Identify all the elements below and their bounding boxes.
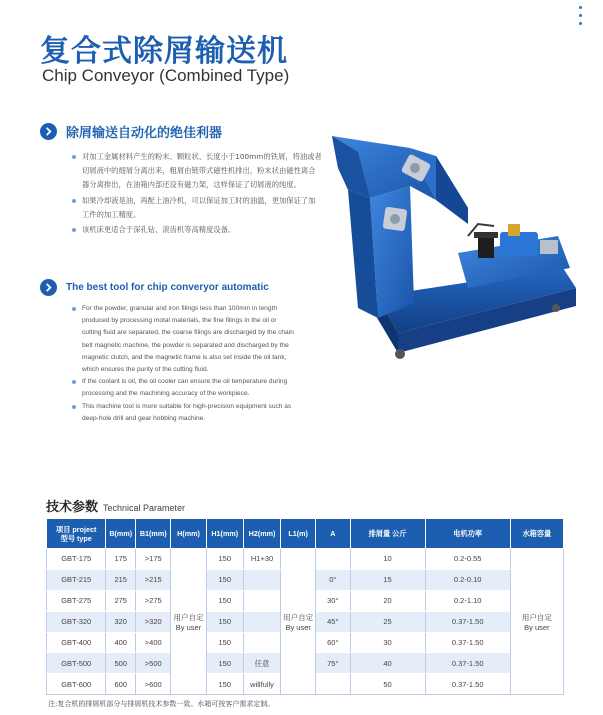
page-subtitle: Chip Conveyor (Combined Type) (42, 66, 290, 85)
page-title: 复合式除屑输送机 (40, 34, 288, 69)
section-heading-cn (40, 122, 222, 141)
tech-title-cn: 技术参数 (46, 500, 99, 515)
cell-b1: >275 (136, 590, 171, 611)
list-item: 对加工金属材料产生的粉末、颗粒状、长度小于100mm的铁屑，将油或者切屑液中的细屑分离出来，粗屑由链带式磁性机排出，粉末状由磁性离合器分离排出，在油箱内部还设有磁力架，这样保证了切屑液的纯度。 (72, 150, 322, 193)
table-footnote: 注:复合机的排屑机部分与排屑机技术参数一致。水箱可按客户需求定制。 (48, 700, 275, 708)
corner-decoration (579, 6, 583, 30)
cell-discharge: 15 (350, 569, 425, 590)
tech-section-title (46, 496, 185, 515)
cell-b: 175 (106, 549, 136, 570)
cell-b1: >175 (136, 549, 171, 570)
header-cell: H2(mm) (243, 519, 280, 549)
cell-a: 0° (316, 569, 350, 590)
cell-a: 30° (316, 590, 350, 611)
cell-h1: 150 (206, 632, 243, 653)
cell-h2 (243, 632, 280, 653)
cell-discharge: 20 (350, 590, 425, 611)
cell-a: 45° (316, 611, 350, 632)
cell-power: 0.37-1.50 (425, 653, 510, 674)
section-heading-en (40, 279, 269, 296)
cell-a (316, 549, 350, 570)
list-item: 如果冷却液是油，再配上油冷机，可以保证加工时的油温，更加保证了加工件的加工精度。 (72, 194, 322, 222)
cell-a: 60° (316, 632, 350, 653)
cell-h2 (243, 611, 280, 632)
cell-model: GBT-500 (47, 653, 106, 674)
spec-table (46, 518, 564, 695)
cell-h1: 150 (206, 653, 243, 674)
cell-model: GBT-600 (47, 674, 106, 695)
cell-h1: 150 (206, 590, 243, 611)
cell-model: GBT-320 (47, 611, 106, 632)
cell-h1: 150 (206, 611, 243, 632)
cell-h2: 任意 (243, 653, 280, 674)
header-cell: L1(m) (281, 519, 316, 549)
cell-h1: 150 (206, 549, 243, 570)
cell-power: 0.2-0.10 (425, 569, 510, 590)
cell-a: 75° (316, 653, 350, 674)
header-cell: H(mm) (171, 519, 206, 549)
list-item: For the powder, granular and iron filings less than 100mm in length produced by processing motal materials, the fine filings in the oil or cutting fluid are separated, the coarse filings are discharged by the chain belt magnetic machine, the powder is separated and discharged by the magnetic clutch, and the magnetic frame is also set inside the oil tank, which ensures the purity of the cutting fluid. (72, 303, 297, 376)
cell-model: GBT-175 (47, 549, 106, 570)
tech-title-en: Technical Parameter (103, 503, 186, 513)
chip-conveyor-machine-image (318, 128, 580, 363)
cell-h2: willfully (243, 674, 280, 695)
header-cell: B(mm) (106, 519, 136, 549)
cell-h1: 150 (206, 569, 243, 590)
cell-h1: 150 (206, 674, 243, 695)
cell-tank-merged: 用户自定 By user (510, 549, 563, 695)
cell-discharge: 30 (350, 632, 425, 653)
cell-b: 320 (106, 611, 136, 632)
list-item: If the coolant is oil, the oil cooler can ensure the oil temperature during processing and the machining accuracy of the workpiece. (72, 376, 297, 400)
table-row (47, 549, 564, 570)
header-cell: 项目 project 型号 type (47, 519, 106, 549)
list-item: This machine tool is more suitable for high-precision equipment such as deep-hole drill and gear hobbing machine. (72, 401, 297, 425)
header-cell: B1(mm) (136, 519, 171, 549)
section-title-en: The best tool for chip converyor automatic (66, 282, 269, 293)
cell-b: 400 (106, 632, 136, 653)
cell-l1-merged: 用户自定 By user (281, 549, 316, 695)
section-title-cn: 除屑输送自动化的绝佳利器 (66, 126, 223, 141)
cell-model: GBT-215 (47, 569, 106, 590)
cell-b: 275 (106, 590, 136, 611)
cell-model: GBT-400 (47, 632, 106, 653)
chevron-right-icon (40, 123, 57, 140)
chevron-right-icon (40, 279, 57, 296)
cell-discharge: 50 (350, 674, 425, 695)
cell-h-merged: 用户自定 By user (171, 549, 206, 695)
header-cell: A (316, 519, 350, 549)
cell-h2: H1+30 (243, 549, 280, 570)
cell-b1: >600 (136, 674, 171, 695)
feature-list-cn (72, 150, 322, 238)
feature-list-en (72, 303, 297, 425)
cell-power: 0.2-1.10 (425, 590, 510, 611)
header-cell: 电机功率 (425, 519, 510, 549)
cell-power: 0.37-1.50 (425, 632, 510, 653)
cell-b1: >320 (136, 611, 171, 632)
cell-a (316, 674, 350, 695)
cell-discharge: 40 (350, 653, 425, 674)
cell-power: 0.37-1.50 (425, 674, 510, 695)
cell-b1: >400 (136, 632, 171, 653)
table-header-row (47, 519, 564, 549)
cell-b: 500 (106, 653, 136, 674)
cell-b1: >215 (136, 569, 171, 590)
cell-b: 215 (106, 569, 136, 590)
header-cell: 水箱容量 (510, 519, 563, 549)
header-cell: 排屑量 公斤 (350, 519, 425, 549)
cell-h2 (243, 569, 280, 590)
cell-power: 0.2-0.55 (425, 549, 510, 570)
cell-discharge: 25 (350, 611, 425, 632)
cell-b: 600 (106, 674, 136, 695)
cell-model: GBT-275 (47, 590, 106, 611)
cell-h2 (243, 590, 280, 611)
cell-discharge: 10 (350, 549, 425, 570)
cell-power: 0.37-1.50 (425, 611, 510, 632)
list-item: 该机床更适合于深孔钻、滚齿机等高精度设备。 (72, 223, 322, 237)
header-cell: H1(mm) (206, 519, 243, 549)
cell-b1: >500 (136, 653, 171, 674)
